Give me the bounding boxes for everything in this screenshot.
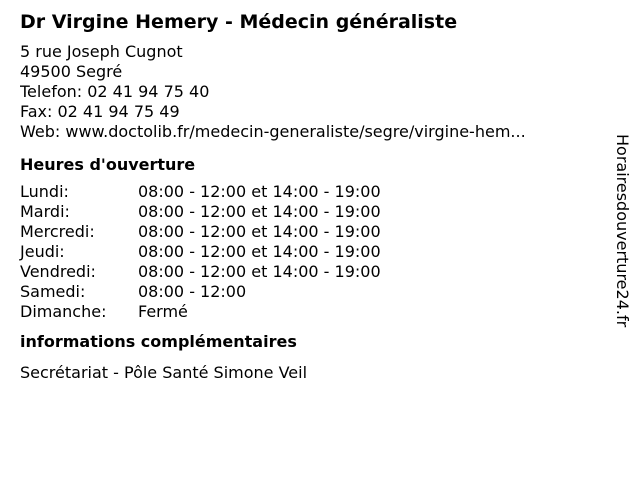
hours-row (20, 242, 595, 262)
hours-row (20, 202, 595, 222)
hours-time: 08:00 - 12:00 et 14:00 - 19:00 (138, 202, 381, 221)
clinic-info-card (20, 10, 595, 383)
hours-time: 08:00 - 12:00 (138, 282, 247, 301)
hours-row (20, 262, 595, 282)
additional-info-heading: informations complémentaires (20, 332, 297, 351)
hours-row (20, 182, 595, 202)
hours-time: 08:00 - 12:00 et 14:00 - 19:00 (138, 182, 381, 201)
site-watermark: Horairesdouverture24.fr (613, 134, 632, 328)
hours-day: Mercredi: (20, 222, 95, 241)
hours-day: Lundi: (20, 182, 69, 201)
hours-time: 08:00 - 12:00 et 14:00 - 19:00 (138, 222, 381, 241)
hours-row (20, 302, 595, 322)
hours-day: Vendredi: (20, 262, 96, 281)
hours-time: 08:00 - 12:00 et 14:00 - 19:00 (138, 242, 381, 261)
page-title: Dr Virgine Hemery - Médecin généraliste (20, 11, 458, 33)
hours-time: 08:00 - 12:00 et 14:00 - 19:00 (138, 262, 381, 281)
phone-number: Telefon: 02 41 94 75 40 (20, 82, 210, 101)
opening-hours-heading: Heures d'ouverture (20, 155, 196, 174)
address-street: 5 rue Joseph Cugnot (20, 42, 183, 61)
hours-day: Jeudi: (20, 242, 65, 261)
hours-time: Fermé (138, 302, 188, 321)
hours-day: Samedi: (20, 282, 86, 301)
opening-hours-table (20, 182, 595, 322)
hours-day: Dimanche: (20, 302, 107, 321)
hours-row (20, 282, 595, 302)
website-link[interactable]: Web: www.doctolib.fr/medecin-generaliste/segre/virgine-hem... (20, 122, 526, 141)
fax-number: Fax: 02 41 94 75 49 (20, 102, 180, 121)
hours-row (20, 222, 595, 242)
hours-day: Mardi: (20, 202, 70, 221)
additional-info-text: Secrétariat - Pôle Santé Simone Veil (20, 363, 308, 382)
address-city: 49500 Segré (20, 62, 123, 81)
